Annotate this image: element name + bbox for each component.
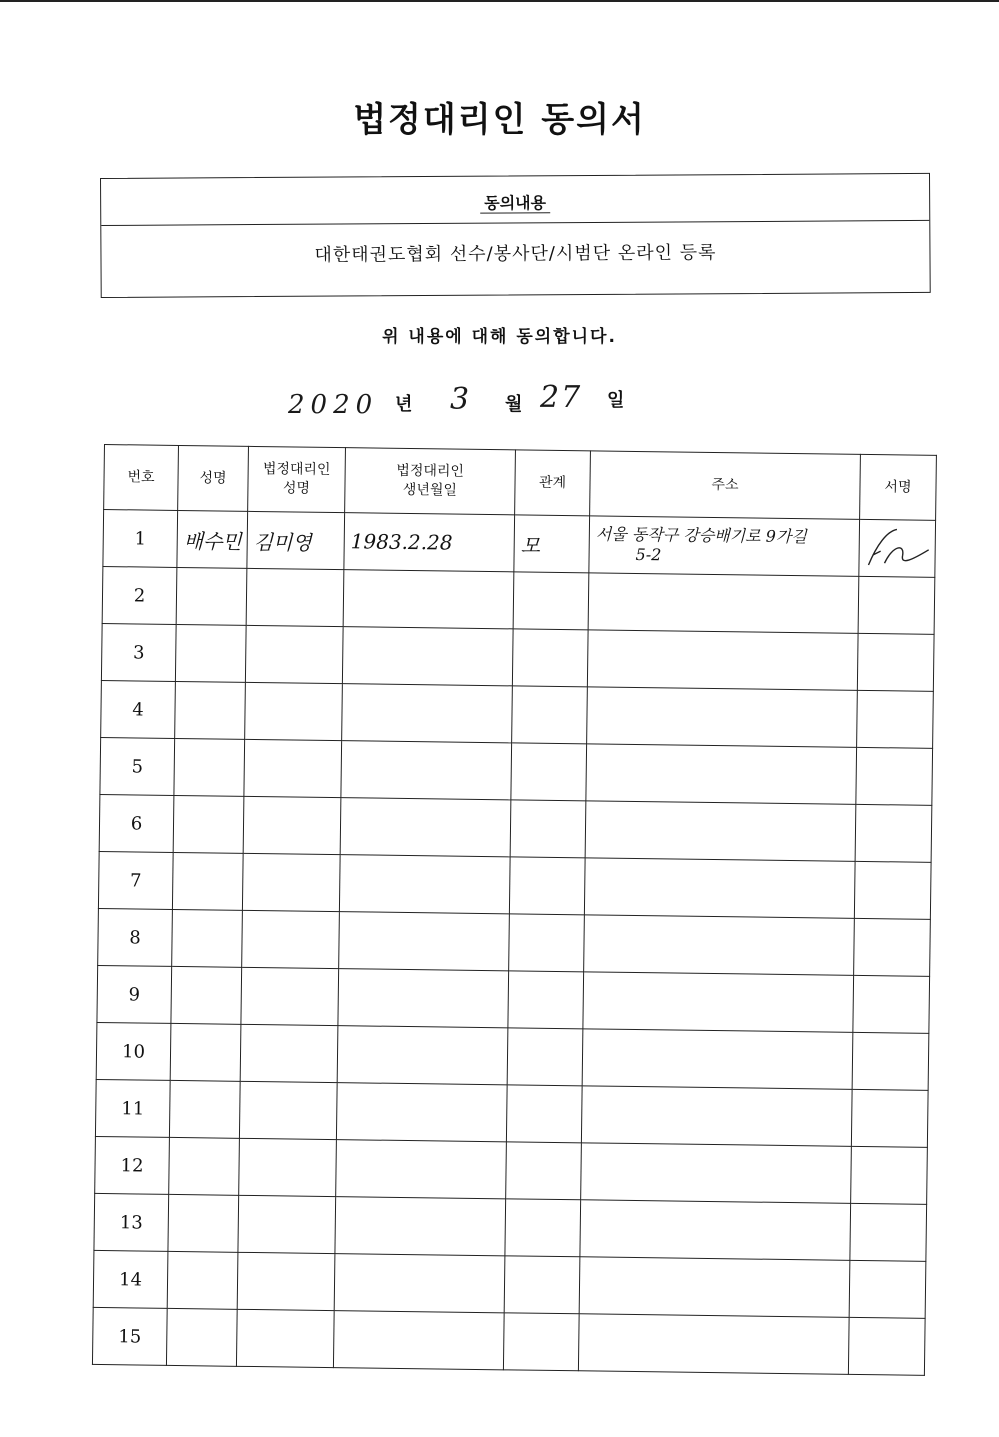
row-address-line1 <box>594 658 857 661</box>
row-address <box>578 1314 849 1375</box>
row-guardian-birth: 1983.2.28 <box>344 513 515 572</box>
row-address-line1 <box>593 715 856 718</box>
row-relation <box>512 629 588 687</box>
row-relation <box>506 1142 582 1200</box>
row-address <box>586 744 857 805</box>
row-no: 12 <box>95 1136 170 1194</box>
row-relation: 모 <box>514 515 590 573</box>
row-address-line2 <box>593 772 856 775</box>
row-guardian-name <box>243 796 341 854</box>
row-relation <box>509 914 585 972</box>
row-signature <box>851 1146 928 1204</box>
row-name <box>167 1251 238 1309</box>
row-signature <box>856 747 933 805</box>
row-address <box>587 630 858 691</box>
row-guardian-name <box>240 1024 338 1082</box>
row-guardian-name <box>237 1252 335 1310</box>
table-row <box>92 1307 925 1375</box>
row-address-line2 <box>593 715 856 718</box>
row-relation <box>506 1085 582 1143</box>
row-address-line2 <box>588 1114 851 1117</box>
row-name <box>174 738 245 796</box>
row-relation <box>513 572 589 630</box>
row-address-line2 <box>591 943 854 946</box>
date-day: 27 <box>540 380 583 415</box>
row-guardian-name <box>245 682 343 740</box>
page-title: 법정대리인 동의서 <box>353 100 646 140</box>
row-address <box>585 801 856 862</box>
row-name <box>171 966 242 1024</box>
row-address-line1 <box>585 1342 848 1345</box>
row-address <box>579 1257 850 1318</box>
row-name <box>176 567 247 625</box>
row-guardian-name <box>244 739 342 797</box>
date-year: 2020 <box>288 390 379 420</box>
row-relation <box>508 971 584 1029</box>
row-name <box>173 795 244 853</box>
row-no: 5 <box>100 737 175 795</box>
row-no: 7 <box>98 851 173 909</box>
row-relation <box>507 1028 583 1086</box>
row-address-line1 <box>590 1000 853 1003</box>
row-no: 1 <box>103 510 178 568</box>
row-guardian-name <box>238 1195 336 1253</box>
row-no: 3 <box>101 623 176 681</box>
row-no: 8 <box>98 908 173 966</box>
date-month-unit: 월 <box>505 394 523 415</box>
row-address-line2 <box>592 829 855 832</box>
consent-header <box>101 174 929 226</box>
row-address <box>589 516 860 577</box>
row-signature <box>851 1089 928 1147</box>
header-guardian-name-line1: 법정대리인 <box>262 461 331 478</box>
row-guardian-birth <box>342 627 513 686</box>
row-signature <box>852 1032 929 1090</box>
consent-header-label: 동의내용 <box>480 193 550 213</box>
row-name <box>168 1194 239 1252</box>
row-relation <box>503 1313 579 1371</box>
date-line <box>280 378 680 428</box>
header-guardian-name-line2: 성명 <box>282 480 311 497</box>
row-address-line1 <box>586 1285 849 1288</box>
row-no: 15 <box>92 1307 167 1365</box>
consent-box <box>100 173 931 298</box>
row-guardian-birth <box>343 570 514 629</box>
row-address-line1 <box>591 943 854 946</box>
row-name <box>175 624 246 682</box>
row-no: 10 <box>96 1022 171 1080</box>
header-guardian-birth-line1: 법정대리인 <box>396 462 465 480</box>
guardian-table <box>92 444 937 1376</box>
row-relation <box>505 1199 581 1257</box>
row-guardian-birth <box>339 855 510 914</box>
signature-stroke <box>868 529 928 566</box>
header-no: 번호 <box>104 445 179 511</box>
row-address-line1 <box>592 829 855 832</box>
row-signature <box>857 633 934 691</box>
row-address-line2 <box>591 886 854 889</box>
row-relation <box>512 686 588 744</box>
row-address-line1: 서울 동작구 강승배기로 9가길 <box>595 524 807 547</box>
header-address: 주소 <box>590 451 861 520</box>
row-guardian-birth <box>335 1197 506 1256</box>
row-address <box>583 972 854 1033</box>
row-signature <box>854 861 931 919</box>
row-no: 2 <box>102 566 177 624</box>
row-no: 13 <box>94 1193 169 1251</box>
row-name <box>169 1080 240 1138</box>
page-top-edge <box>0 0 999 2</box>
row-no: 9 <box>97 965 172 1023</box>
row-guardian-name <box>239 1081 337 1139</box>
header-guardian-name <box>248 446 346 512</box>
row-name <box>170 1023 241 1081</box>
row-signature <box>848 1317 925 1375</box>
row-name <box>166 1308 237 1366</box>
consent-body: 대한태권도협회 선수/봉사단/시범단 온라인 등록 <box>314 242 717 266</box>
row-guardian-birth <box>341 741 512 800</box>
date-day-unit: 일 <box>607 390 625 411</box>
agree-statement: 위 내용에 대해 동의합니다. <box>382 327 617 347</box>
row-address-line1 <box>588 1171 851 1174</box>
row-signature <box>853 975 930 1033</box>
row-address-line1 <box>593 772 856 775</box>
row-address-line2 <box>586 1285 849 1288</box>
row-address-line1 <box>587 1228 850 1231</box>
row-relation <box>511 743 587 801</box>
row-signature <box>858 576 935 634</box>
row-address-line2 <box>590 1000 853 1003</box>
row-address-line1 <box>595 601 858 604</box>
row-address-line1 <box>589 1057 852 1060</box>
row-address-line2 <box>589 1057 852 1060</box>
row-name <box>172 909 243 967</box>
row-signature <box>855 804 932 862</box>
row-no: 14 <box>93 1250 168 1308</box>
row-address-line2 <box>587 1228 850 1231</box>
row-guardian-birth <box>339 912 510 971</box>
row-signature <box>849 1260 926 1318</box>
row-signature <box>859 519 936 577</box>
row-relation <box>504 1256 580 1314</box>
row-name: 배수민 <box>177 510 248 568</box>
row-guardian-birth <box>333 1311 504 1370</box>
row-address <box>584 858 855 919</box>
header-relation: 관계 <box>515 450 591 516</box>
row-guardian-name: 김미영 <box>247 511 345 569</box>
row-no: 4 <box>101 680 176 738</box>
row-relation <box>510 800 586 858</box>
row-guardian-name <box>242 910 340 968</box>
row-address-line2 <box>585 1342 848 1345</box>
date-year-unit: 년 <box>395 394 413 415</box>
row-address <box>584 915 855 976</box>
row-address-line2 <box>588 1171 851 1174</box>
row-guardian-name <box>236 1309 334 1367</box>
row-guardian-birth <box>334 1254 505 1313</box>
row-address <box>587 687 858 748</box>
row-name <box>172 852 243 910</box>
row-guardian-name <box>245 625 343 683</box>
row-address <box>580 1200 851 1261</box>
header-guardian-birth-line2: 생년월일 <box>402 481 458 499</box>
header-signature: 서명 <box>860 454 937 520</box>
row-address <box>581 1086 852 1147</box>
row-address-line1 <box>588 1114 851 1117</box>
row-no: 11 <box>95 1079 170 1137</box>
row-address <box>581 1143 852 1204</box>
row-signature <box>854 918 931 976</box>
row-relation <box>509 857 585 915</box>
row-guardian-name <box>246 568 344 626</box>
header-guardian-birth <box>345 448 516 515</box>
row-address-line2 <box>595 601 858 604</box>
row-address <box>588 573 859 634</box>
table-header-row <box>104 445 937 521</box>
row-name <box>169 1137 240 1195</box>
row-signature <box>857 690 934 748</box>
row-guardian-name <box>242 853 340 911</box>
row-signature <box>850 1203 927 1261</box>
row-name <box>175 681 246 739</box>
row-address-line2 <box>594 658 857 661</box>
row-address <box>582 1029 853 1090</box>
row-guardian-birth <box>340 798 511 857</box>
row-address-line1 <box>591 886 854 889</box>
row-address-line2: 5-2 <box>635 544 662 565</box>
header-name: 성명 <box>178 445 249 511</box>
guardian-table-wrap <box>92 444 936 1376</box>
row-guardian-birth <box>342 684 513 743</box>
handwritten-signature <box>862 525 933 572</box>
row-no: 6 <box>99 794 174 852</box>
row-guardian-birth <box>338 969 509 1028</box>
date-month: 3 <box>450 382 470 417</box>
row-guardian-birth <box>337 1026 508 1085</box>
row-guardian-name <box>239 1138 337 1196</box>
row-guardian-birth <box>336 1083 507 1142</box>
row-guardian-name <box>241 967 339 1025</box>
row-guardian-birth <box>336 1140 507 1199</box>
